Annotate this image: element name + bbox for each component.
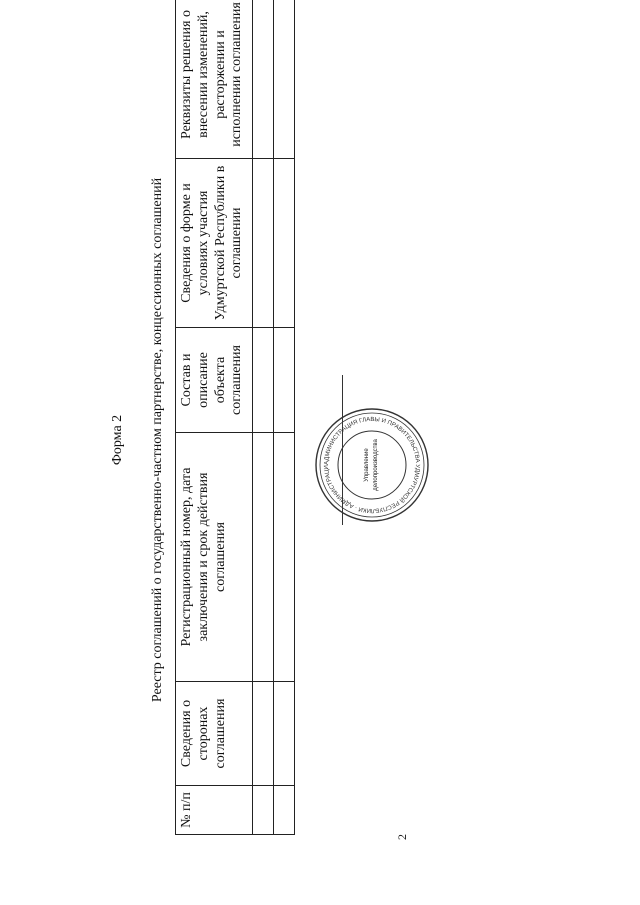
official-seal-stamp [312,405,432,525]
header-number: № п/п [176,786,253,835]
registry-table [175,0,295,835]
table-row [274,0,295,835]
header-parties: Сведения о сторонах соглашения [176,682,253,786]
registry-title: Реестр соглашений о государственно-частном партнерстве, концессионных соглашений [150,177,165,703]
rotated-document-body [110,2,280,835]
cell-parties [274,682,295,786]
form-title: Форма 2 [110,414,125,466]
table-row [253,0,274,835]
cell-registration [274,433,295,682]
table-header-row [176,0,253,835]
cell-registration [253,433,274,682]
cell-number [274,786,295,835]
registry-title-wrap [150,45,170,835]
form-title-wrap [110,45,130,835]
page-number: 2 [395,834,409,840]
seal-icon [312,405,432,525]
header-object: Состав и описание объекта соглашения [176,328,253,433]
cell-object [274,328,295,433]
header-decisions: Реквизиты решения о внесении изменений, расторжении и исполнении соглашения [176,0,253,159]
cell-conditions [274,159,295,328]
cell-number [253,786,274,835]
cell-decisions [253,0,274,159]
svg-text:Управление: Управление [364,448,370,482]
header-conditions: Сведения о форме и условиях участия Удмуртской Республики в соглашении [176,159,253,328]
cell-object [253,328,274,433]
svg-text:делопроизводства: делопроизводства [373,439,379,491]
cell-conditions [253,159,274,328]
cell-parties [253,682,274,786]
header-registration: Регистрационный номер, дата заключения и срок действия соглашения [176,433,253,682]
cell-decisions [274,0,295,159]
svg-text:АДМИНИСТРАЦИЯ ГЛАВЫ И ПРАВИТЕЛ: АДМИНИСТРАЦИЯ ГЛАВЫ И ПРАВИТЕЛЬСТВА УДМУРТСКОЙ РЕСПУБЛИКИ · АДМИНИСТРАЦИ [323,416,421,514]
